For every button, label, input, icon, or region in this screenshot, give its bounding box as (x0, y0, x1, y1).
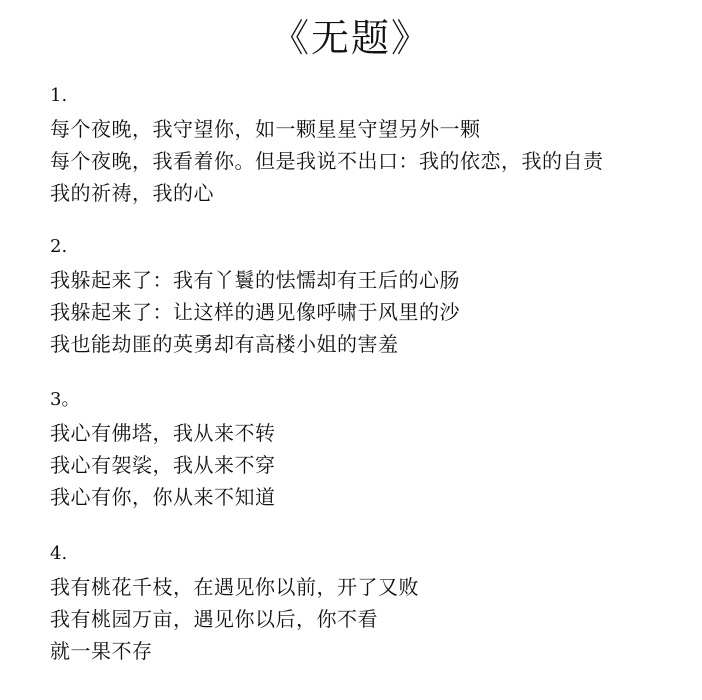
poem-line: 我的祈祷，我的心 (50, 181, 214, 205)
poem-line: 我心有袈裟，我从来不穿 (50, 453, 276, 477)
poem-line: 每个夜晚，我守望你，如一颗星星守望另外一颗 (50, 117, 481, 141)
stanza (50, 234, 680, 360)
stanza (50, 83, 680, 209)
poem-line: 我也能劫匪的英勇却有高楼小姐的害羞 (50, 332, 399, 356)
poem-line: 我有桃花千枝，在遇见你以前，开了又败 (50, 575, 419, 599)
stanza-number: 2. (50, 236, 68, 257)
stanza (50, 387, 680, 513)
poem-line: 我躲起来了：我有丫鬟的怯懦却有王后的心肠 (50, 268, 460, 292)
poem-line: 我有桃园万亩，遇见你以后，你不看 (50, 607, 378, 631)
stanza (50, 541, 680, 667)
poem-line: 就一果不存 (50, 639, 153, 663)
stanza-number: 1. (50, 85, 68, 106)
poem-title: 《无题》 (270, 16, 431, 60)
poem-line: 我心有佛塔，我从来不转 (50, 421, 276, 445)
poem-line: 我心有你，你从来不知道 (50, 485, 276, 509)
poem-line: 每个夜晚，我看着你。但是我说不出口：我的依恋，我的自责 (50, 149, 604, 173)
stanza-number: 3。 (50, 389, 80, 410)
poem-line: 我躲起来了：让这样的遇见像呼啸于风里的沙 (50, 300, 460, 324)
stanza-number: 4. (50, 543, 68, 564)
